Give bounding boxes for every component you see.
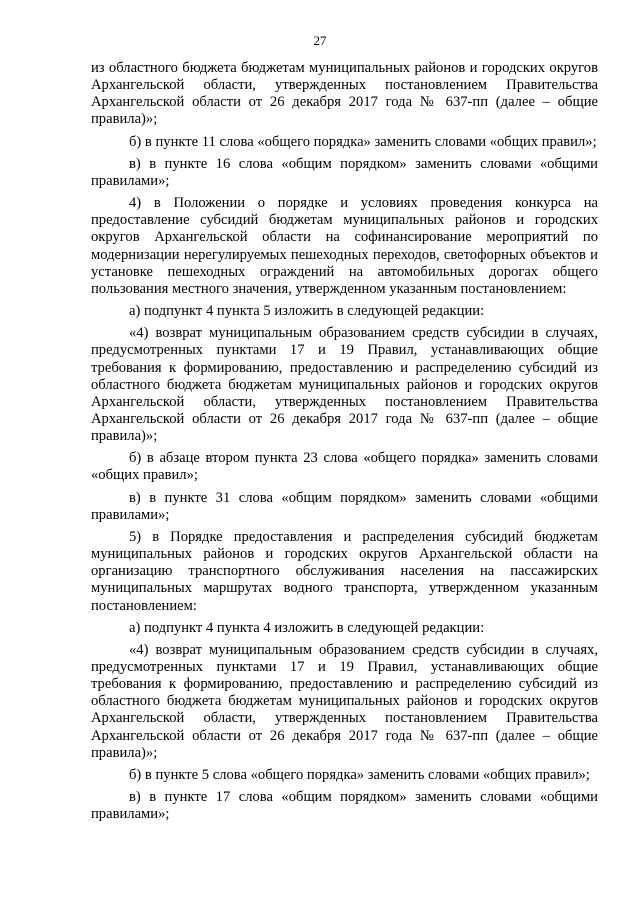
paragraph-subitem-b-2: б) в пункте 5 слова «общего порядка» заменить словами «общих правил»;	[129, 766, 590, 783]
paragraph-subitem-a: а) подпункт 4 пункта 5 изложить в следующей редакции:	[129, 303, 485, 320]
paragraph-continuation: из областного бюджета бюджетам муниципальных районов и городских округов Архангельской области, утвержденных постановлением Правительства Архангельской области от 26 декабря 2017 года № 637-пп (далее – общие правила)»;	[91, 60, 598, 128]
paragraph-quote-2: «4) возврат муниципальным образованием средств субсидии в случаях, предусмотренных пунктами 17 и 19 Правил, устанавливающих общие требования к формированию, предоставлению и распределению субсидий из областного бюджета бюджетам муниципальных районов и городских округов Архангельской области, утвержденных постановлением Правительства Архангельской области от 26 декабря 2017 года № 637-пп (далее – общие правила)»;	[91, 641, 598, 761]
paragraph-quote: «4) возврат муниципальным образованием средств субсидии в случаях, предусмотренных пунктами 17 и 19 Правил, устанавливающих общие требования к формированию, предоставлению и распределению субсидий из областного бюджета бюджетам муниципальных районов и городских округов Архангельской области, утвержденных постановлением Правительства Архангельской области от 26 декабря 2017 года № 637-пп (далее – общие правила)»;	[91, 325, 598, 445]
paragraph-item-5: 5) в Порядке предоставления и распределения субсидий бюджетам муниципальных районов и городских округов Архангельской области на организацию транспортного обслуживания населения на пассажирских муниципальных маршрутах водного транспорта, утвержденном указанным постановлением:	[91, 528, 598, 614]
paragraph-item-b: б) в пункте 11 слова «общего порядка» заменить словами «общих правил»;	[129, 133, 597, 150]
paragraph-subitem-v-2: в) в пункте 17 слова «общим порядком» заменить словами «общими правилами»;	[91, 789, 598, 823]
document-body	[91, 60, 598, 823]
paragraph-subitem-b: б) в абзаце втором пункта 23 слова «общего порядка» заменить словами «общих правил»;	[91, 450, 598, 484]
paragraph-subitem-v: в) в пункте 31 слова «общим порядком» заменить словами «общими правилами»;	[91, 489, 598, 523]
paragraph-subitem-a-2: а) подпункт 4 пункта 4 изложить в следующей редакции:	[129, 619, 485, 636]
paragraph-item-v: в) в пункте 16 слова «общим порядком» заменить словами «общими правилами»;	[91, 155, 598, 189]
page-number: 27	[313, 33, 327, 48]
paragraph-item-4: 4) в Положении о порядке и условиях проведения конкурса на предоставление субсидий бюджетам муниципальных районов и городских округов Архангельской области на софинансирование мероприятий по модернизации нерегулируемых пешеходных переходов, светофорных объектов и установке пешеходных ограждений на автомобильных дорогах общего пользования местного значения, утвержденном указанным постановлением:	[91, 195, 598, 297]
